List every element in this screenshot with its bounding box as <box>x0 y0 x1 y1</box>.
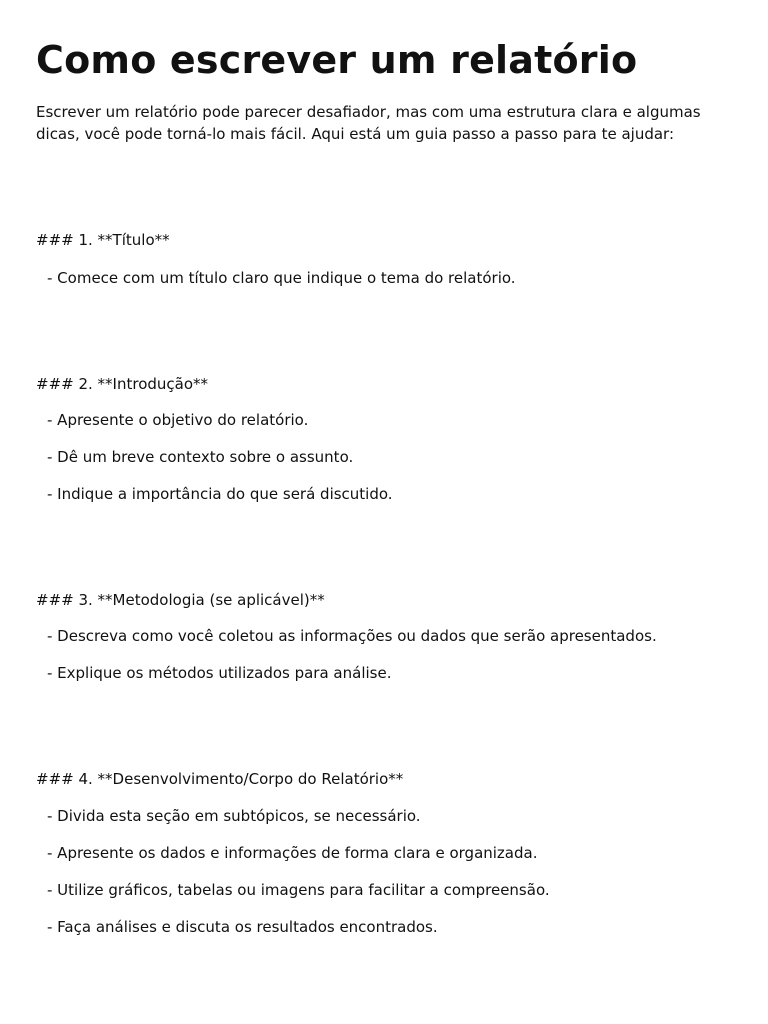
section-heading: ### 4. **Desenvolvimento/Corpo do Relatório** <box>36 770 404 788</box>
list-item: - Comece com um título claro que indique o tema do relatório. <box>47 269 516 287</box>
list-item: - Apresente o objetivo do relatório. <box>47 411 309 429</box>
list-item: - Faça análises e discuta os resultados encontrados. <box>47 918 438 936</box>
page-title: Como escrever um relatório <box>36 38 638 82</box>
list-item: - Divida esta seção em subtópicos, se necessário. <box>47 807 421 825</box>
section-heading: ### 1. **Título** <box>36 231 170 249</box>
intro-paragraph: Escrever um relatório pode parecer desafiador, mas com uma estrutura clara e algumas dicas, você pode torná-lo mais fácil. Aqui está um guia passo a passo para te ajudar: <box>36 103 701 143</box>
list-item: - Descreva como você coletou as informações ou dados que serão apresentados. <box>47 627 657 645</box>
list-item: - Dê um breve contexto sobre o assunto. <box>47 448 354 466</box>
list-item: - Indique a importância do que será discutido. <box>47 485 393 503</box>
list-item: - Apresente os dados e informações de forma clara e organizada. <box>47 844 538 862</box>
section-heading: ### 3. **Metodologia (se aplicável)** <box>36 591 325 609</box>
list-item: - Explique os métodos utilizados para análise. <box>47 664 392 682</box>
section-heading: ### 2. **Introdução** <box>36 375 209 393</box>
list-item: - Utilize gráficos, tabelas ou imagens para facilitar a compreensão. <box>47 881 550 899</box>
